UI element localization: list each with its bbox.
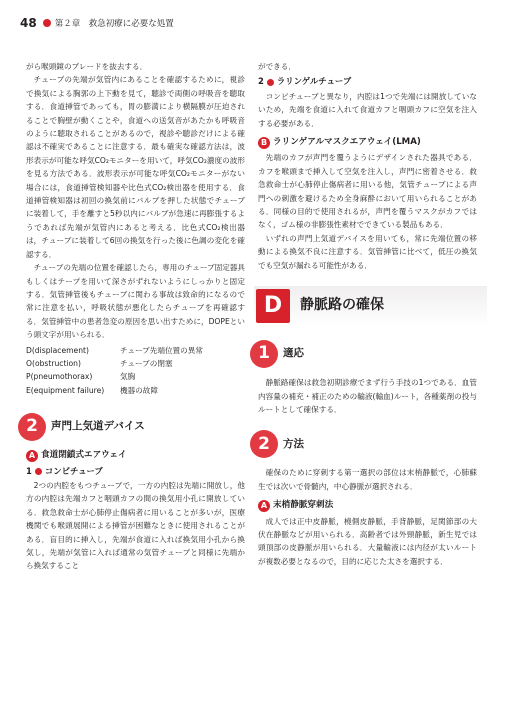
section-title: 声門上気道デバイス bbox=[51, 420, 145, 433]
dope-desc: 気胸 bbox=[120, 372, 136, 382]
subsection-heading bbox=[258, 499, 477, 512]
item-number: 1 bbox=[26, 465, 32, 476]
section-heading bbox=[18, 413, 245, 441]
dope-term: E(equipment failure) bbox=[26, 385, 105, 395]
subsection-letter-badge: B bbox=[258, 137, 270, 149]
item-bullet-icon bbox=[35, 468, 42, 475]
section-number-badge: 1 bbox=[250, 340, 278, 368]
section-heading bbox=[250, 430, 477, 458]
paragraph: チューブの先端の位置を確認したら，専用のチューブ固定器具もしくはテープを用いて深さがずれないようにしっかりと固定する．気管挿管後もチューブに関わる事故は致命的になるので常に注意を払い，呼吸状態が悪化したらチューブを再確認する．気管挿管中の患者急変の原因を思い出すために，DOPEという頭文字が用いられる． bbox=[26, 263, 245, 340]
subsection-title: ラリンゲアルマスクエアウェイ(LMA) bbox=[273, 137, 421, 148]
paragraph: コンビチューブと異なり，内腔は1つで先端には開放していないため，先端を食道に入れて食道カフと咽頭カフに空気を注入する必要がある． bbox=[258, 91, 477, 128]
dope-row bbox=[26, 344, 245, 357]
left-column bbox=[26, 60, 245, 573]
item-heading bbox=[26, 465, 245, 478]
subsection-heading bbox=[258, 136, 477, 149]
dope-term: D(displacement) bbox=[26, 345, 89, 355]
dope-row bbox=[26, 357, 245, 370]
dope-desc: 機器の故障 bbox=[120, 385, 158, 395]
item-title: ラリンゲルチューブ bbox=[276, 76, 352, 87]
dope-row bbox=[26, 384, 245, 397]
paragraph: ができる． bbox=[258, 62, 296, 71]
paragraph: 確保のために穿刺する第一選択の部位は末梢静脈で，心肺蘇生では次いで骨髄内，中心静脈が選択される． bbox=[258, 468, 477, 491]
item-number: 2 bbox=[258, 76, 264, 87]
subsection-letter-badge: A bbox=[26, 450, 38, 462]
dope-list bbox=[26, 344, 245, 398]
item-heading bbox=[258, 75, 477, 88]
banner-letter-badge: D bbox=[256, 289, 290, 323]
chapter-bullet-icon bbox=[43, 19, 51, 27]
subsection-title: 末梢静脈穿刺法 bbox=[273, 500, 334, 511]
paragraph: チューブの先端が気管内にあることを確認するために，視診で換気による胸郭の上下動を見て，聴診で両側の呼吸音を聴取する．食道挿管であっても，胃の膨満により横隔膜が圧迫されることで胸壁が動くことや，食道への送気音があたかも呼吸音のように聴取されることがあるので，視診や聴診だけによる確認は不確実であることに注意する．最も確実な確認方法は，波形表示が可能な呼気CO₂モニターを用いて，呼気CO₂濃度の波形を見る方法である．波形表示が可能な呼気CO₂モニターがない場合には，食道挿管検知器や比色式CO₂検出器を使用する．食道挿管検知器は初回の換気前にバルブを押した状態でチューブに装着して，手を離すと5秒以内にバルブが急速に再膨張するようであれば先端が気管内にあると考える．比色式CO₂検出器は，チューブに装着して6回の換気を行った後に色調の変化を確認する． bbox=[26, 75, 245, 259]
paragraph: 2つの内腔をもつチューブで，一方の内腔は先端に開放し，他方の内腔は先端カフと咽頭カフの間の換気用小孔に開放している．救急救命士が心肺停止傷病者に用いることが多いが，医療機関でも喉頭展開による挿管が困難なときに使用されることがある．盲目的に挿入し，先端が食道に入れば換気用小孔から換気し，先端が気管に入れば通常の気管チューブと同様に先端から換気すること bbox=[26, 480, 245, 571]
dope-desc: チューブの閉塞 bbox=[120, 358, 173, 368]
item-title: コンビチューブ bbox=[44, 465, 103, 476]
section-title: 適応 bbox=[283, 347, 304, 360]
chapter-section-banner bbox=[254, 286, 487, 326]
item-bullet-icon bbox=[267, 79, 274, 86]
section-title: 方法 bbox=[283, 437, 304, 450]
paragraph: 先端のカフが声門を覆うようにデザインされた器具である．カフを喉頭まで挿入して空気を注入し，声門に密着させる．救急救命士が心肺停止傷病者に用いる他，気管チューブによる声門への刺激を避けるため全身麻酔において用いられることがある．同様の目的で使用されるが，声門を覆うマスクがカフではなく，ゴム様の非膨張性素材でできている製品もある． bbox=[258, 153, 477, 230]
subsection-heading bbox=[26, 449, 245, 462]
page-header bbox=[20, 14, 174, 32]
section-heading bbox=[250, 340, 477, 368]
subsection-letter-badge: A bbox=[258, 500, 270, 512]
dope-desc: チューブ先端位置の異常 bbox=[120, 345, 203, 355]
dope-row bbox=[26, 370, 245, 383]
subsection-title: 食道閉鎖式エアウェイ bbox=[41, 450, 127, 461]
paragraph: いずれの声門上気道デバイスを用いても，常に先端位置の移動による換気不良に注意する．気管挿管に比べて，低圧の換気でも空気が漏れる可能性がある． bbox=[258, 233, 477, 270]
dope-term: O(obstruction) bbox=[26, 358, 81, 368]
chapter-title: 第２章 救急初療に必要な処置 bbox=[54, 19, 174, 29]
dope-term: P(pneumothorax) bbox=[26, 372, 93, 382]
section-number-badge: 2 bbox=[18, 413, 46, 441]
page-number: 48 bbox=[20, 16, 37, 30]
paragraph: 静脈路確保は救急初期診療でまず行う手技の1つである．血管内容量の補充・補正のための輸液(輸血)ルート，各種薬剤の投与ルートとして確保する． bbox=[258, 378, 477, 414]
right-column bbox=[258, 60, 477, 568]
banner-title: 静脈路の確保 bbox=[300, 297, 384, 314]
paragraph: 成人では正中皮静脈，橈側皮静脈，手背静脈，足関節部の大伏在静脈などが用いられる．高齢者では外頸静脈，新生児では頭頂部の皮静脈が用いられる．大量輸液には内径が太いルートが複数必要となるので，目的に応じた太さを選択する． bbox=[258, 516, 477, 566]
paragraph: がら喉頭鏡のブレードを抜去する． bbox=[26, 62, 148, 71]
section-number-badge: 2 bbox=[250, 430, 278, 458]
